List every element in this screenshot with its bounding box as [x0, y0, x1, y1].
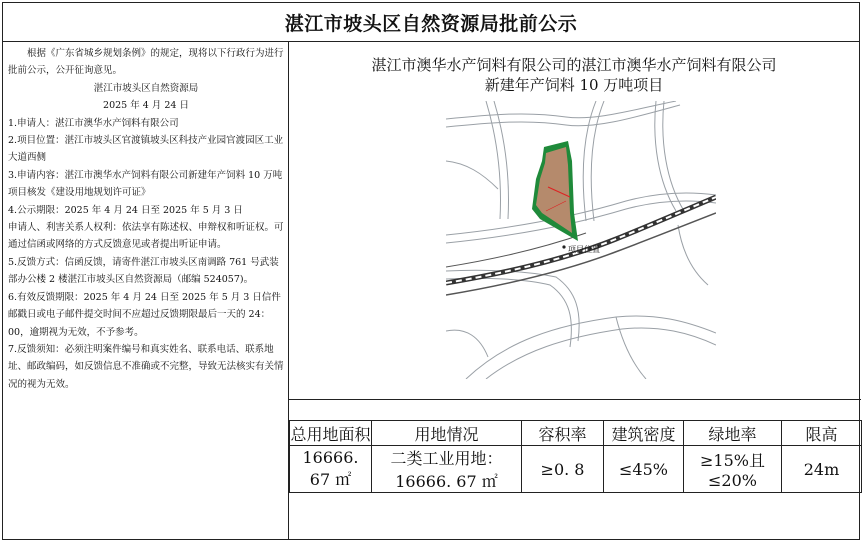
cell-height-limit: 24m [782, 446, 862, 493]
item-content: 3.申请内容：湛江市澳华水产饲料有限公司新建年产饲料 10 万吨项目核发《建设用地规划许可证》 [8, 169, 283, 199]
header-land-use: 用地情况 [372, 421, 522, 446]
site-map [446, 101, 716, 379]
project-title: 湛江市澳华水产饲料有限公司的湛江市澳华水产饲料有限公司 新建年产饲料 10 万吨项目 [371, 56, 777, 94]
header-height-limit: 限高 [782, 421, 862, 446]
title-row [3, 3, 859, 42]
header-total-area: 总用地面积 [290, 421, 372, 446]
item-period: 4.公示期限：2025 年 4 月 24 日至 2025 年 5 月 3 日 [8, 204, 243, 216]
cell-land-use: 二类工业用地：16666. 67 ㎡ [372, 446, 522, 493]
cell-green-ratio: ≥15%且≤20% [684, 446, 782, 493]
project-column [289, 41, 859, 539]
land-use-table [289, 420, 861, 493]
cell-total-area: 16666. 67 ㎡ [290, 446, 372, 493]
issuer: 湛江市坡头区自然资源局 [93, 82, 199, 94]
cell-plot-ratio: ≥0. 8 [522, 446, 604, 493]
table-top-rule [289, 399, 861, 400]
notice-date: 2025 年 4 月 24 日 [103, 100, 189, 112]
item-feedback-method: 5.反馈方式：信函反馈，请寄件湛江市坡头区南调路 761 号武装部办公楼 2 楼湛江市坡头区自然资源局（邮编 524057)。 [8, 256, 279, 286]
header-plot-ratio: 容积率 [522, 421, 604, 446]
map-label: 项目位置 [568, 245, 600, 254]
header-green-ratio: 绿地率 [684, 421, 782, 446]
table-row [290, 446, 862, 493]
notice-frame [2, 2, 860, 540]
cell-building-density: ≤45% [604, 446, 684, 493]
intro-text: 根据《广东省城乡规划条例》的规定，现将以下行政行为进行批前公示，公开征询意见。 [8, 48, 284, 77]
item-feedback-deadline: 6.有效反馈期限：2025 年 4 月 24 日至 2025 年 5 月 3 日信件邮戳日或电子邮件提交时间不应超过反馈期限最后一天的 24：00，逾期视为无效，不予参考。 [8, 291, 281, 338]
item-location: 2.项目位置：湛江市坡头区官渡镇坡头区科技产业园官渡园区工业大道西侧 [8, 135, 284, 164]
page-title: 湛江市坡头区自然资源局批前公示 [284, 12, 578, 35]
table-header-row [290, 421, 862, 446]
header-building-density: 建筑密度 [604, 421, 684, 446]
item-rights: 申请人、利害关系人权利：依法享有陈述权、申辩权和听证权。可通过信函或网络的方式反馈意见或者提出听证申请。 [8, 222, 284, 251]
item-applicant: 1.申请人：湛江市澳华水产饲料有限公司 [8, 117, 179, 129]
item-feedback-notice: 7.反馈须知：必须注明案件编号和真实姓名、联系电话、联系地址、邮政编码，如反馈信息不准确或不完整，导致无法核实有关情况的视为无效。 [8, 343, 284, 390]
notice-text-column [3, 41, 289, 539]
